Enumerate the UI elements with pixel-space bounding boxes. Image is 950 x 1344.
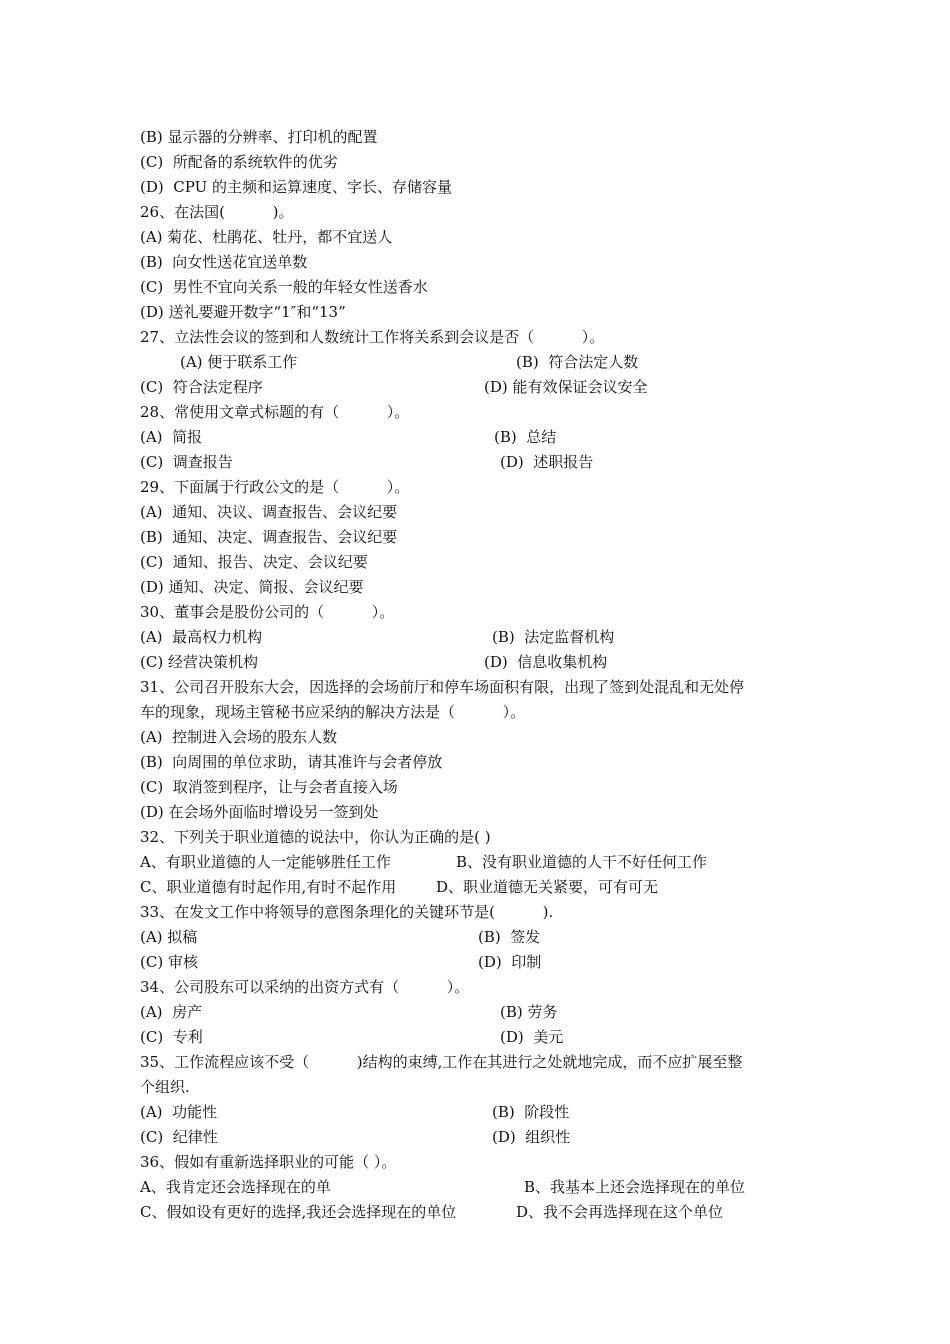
option-33b: (B) 签发 <box>478 928 541 946</box>
question-35: 35、工作流程应该不受（ )结构的束缚,工作在其进行之处就地完成，而不应扩展至整 <box>140 1053 743 1071</box>
option-28b: (B) 总结 <box>494 428 557 446</box>
question-32: 32、下列关于职业道德的说法中，你认为正确的是( ) <box>140 828 491 846</box>
option-36a: A、我肯定还会选择现在的单 <box>140 1178 331 1196</box>
option-31d: (D) 在会场外面临时增设另一签到处 <box>140 803 379 821</box>
option-33d: (D) 印制 <box>478 953 542 971</box>
option-30b: (B) 法定监督机构 <box>492 628 615 646</box>
option-33c: (C) 审核 <box>140 953 198 971</box>
option-30d: (D) 信息收集机构 <box>484 653 608 671</box>
question-31: 31、公司召开股东大会，因选择的会场前厅和停车场面积有限，出现了签到处混乱和无处停 <box>140 678 745 696</box>
option-31a: (A) 控制进入会场的股东人数 <box>140 728 338 746</box>
option-28a: (A) 简报 <box>140 428 203 446</box>
option-33a: (A) 拟稿 <box>140 928 198 946</box>
option-32a: A、有职业道德的人一定能够胜任工作 <box>140 853 391 871</box>
option-34d: (D) 美元 <box>500 1028 564 1046</box>
question-34: 34、公司股东可以采纳的出资方式有（ ）。 <box>140 978 470 996</box>
option-35c: (C) 纪律性 <box>140 1128 218 1146</box>
option-26c: (C) 男性不宜向关系一般的年轻女性送香水 <box>140 278 428 296</box>
option-30a: (A) 最高权力机构 <box>140 628 263 646</box>
question-29: 29、下面属于行政公文的是（ ）。 <box>140 478 410 496</box>
option-34a: (A) 房产 <box>140 1003 203 1021</box>
option-35a: (A) 功能性 <box>140 1103 218 1121</box>
option-32b: B、没有职业道德的人干不好任何工作 <box>456 853 708 871</box>
option-29d: (D) 通知、决定、简报、会议纪要 <box>140 578 364 596</box>
question-28: 28、常使用文章式标题的有（ ）。 <box>140 403 410 421</box>
option-32d: D、职业道德无关紧要，可有可无 <box>436 878 659 896</box>
question-35-continued: 个组织. <box>140 1078 190 1096</box>
question-27: 27、立法性会议的签到和人数统计工作将关系到会议是否（ ）。 <box>140 328 605 346</box>
option-26d: (D) 送礼要避开数字“1″和“13” <box>140 303 346 321</box>
option-36c: C、假如设有更好的选择,我还会选择现在的单位 <box>140 1203 457 1221</box>
option-31b: (B) 向周围的单位求助，请其准许与会者停放 <box>140 753 443 771</box>
option-25d: (D) CPU 的主频和运算速度、字长、存储容量 <box>140 178 452 196</box>
option-34c: (C) 专利 <box>140 1028 203 1046</box>
option-32c: C、职业道德有时起作用,有时不起作用 <box>140 878 397 896</box>
option-27c: (C) 符合法定程序 <box>140 378 263 396</box>
question-26: 26、在法国( )。 <box>140 203 294 221</box>
option-27d: (D) 能有效保证会议安全 <box>484 378 648 396</box>
option-26a: (A) 菊花、杜鹃花、牡丹，都不宜送人 <box>140 228 393 246</box>
option-25c: (C) 所配备的系统软件的优劣 <box>140 153 338 171</box>
option-25b: (B) 显示器的分辨率、打印机的配置 <box>140 128 378 146</box>
option-36b: B、我基本上还会选择现在的单位 <box>524 1178 746 1196</box>
question-30: 30、董事会是股份公司的（ ）。 <box>140 603 395 621</box>
option-35d: (D) 组织性 <box>492 1128 571 1146</box>
option-31c: (C) 取消签到程序，让与会者直接入场 <box>140 778 398 796</box>
option-35b: (B) 阶段性 <box>492 1103 570 1121</box>
option-36d: D、我不会再选择现在这个单位 <box>516 1203 724 1221</box>
option-29a: (A) 通知、决议、调查报告、会议纪要 <box>140 503 398 521</box>
option-28d: (D) 述职报告 <box>500 453 594 471</box>
option-34b: (B) 劳务 <box>500 1003 558 1021</box>
option-29b: (B) 通知、决定、调查报告、会议纪要 <box>140 528 398 546</box>
option-29c: (C) 通知、报告、决定、会议纪要 <box>140 553 368 571</box>
question-36: 36、假如有重新选择职业的可能（ ）。 <box>140 1153 397 1171</box>
option-28c: (C) 调查报告 <box>140 453 233 471</box>
option-30c: (C) 经营决策机构 <box>140 653 258 671</box>
option-26b: (B) 向女性送花宜送单数 <box>140 253 308 271</box>
option-27a: (A) 便于联系工作 <box>180 353 298 371</box>
question-33: 33、在发文工作中将领导的意图条理化的关键环节是( ). <box>140 903 554 921</box>
option-27b: (B) 符合法定人数 <box>516 353 639 371</box>
question-31-continued: 车的现象，现场主管秘书应采纳的解决方法是（ ）。 <box>140 703 526 721</box>
